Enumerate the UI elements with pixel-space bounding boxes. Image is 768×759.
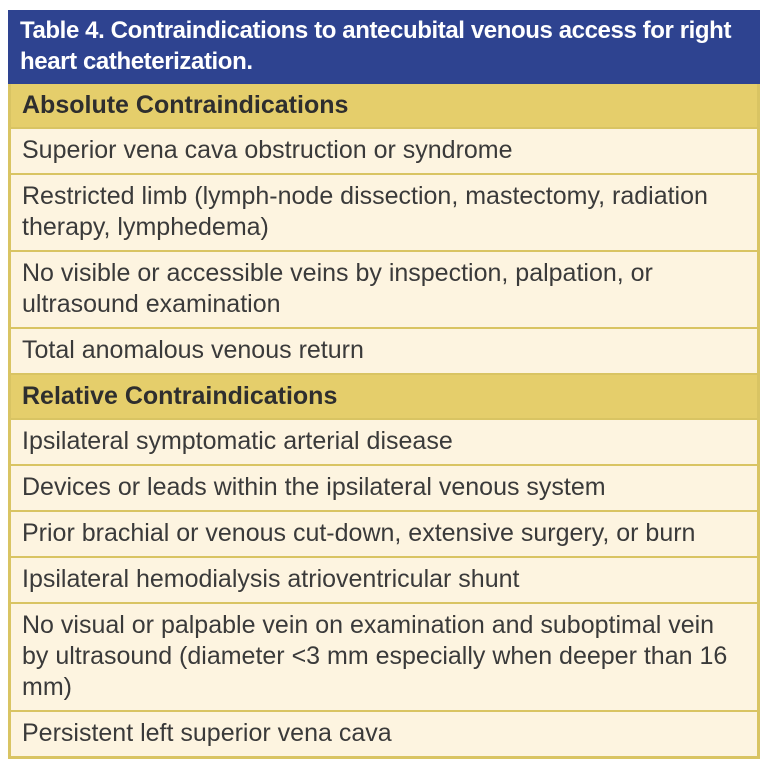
table-row: No visual or palpable vein on examination and suboptimal vein by ultrasound (diameter <3 mm especially when deeper than 16 mm) xyxy=(11,602,757,710)
table-row: No visible or accessible veins by inspection, palpation, or ultrasound examination xyxy=(11,250,757,327)
table-row: Total anomalous venous return xyxy=(11,327,757,373)
table-row: Persistent left superior vena cava xyxy=(11,710,757,756)
table-row: Restricted limb (lymph-node dissection, mastectomy, radiation therapy, lymphedema) xyxy=(11,173,757,250)
table-body xyxy=(8,84,760,759)
table-row: Ipsilateral symptomatic arterial disease xyxy=(11,418,757,464)
table-row: Prior brachial or venous cut-down, extensive surgery, or burn xyxy=(11,510,757,556)
table-row: Ipsilateral hemodialysis atrioventricular shunt xyxy=(11,556,757,602)
contraindications-table xyxy=(8,10,760,759)
section-header-relative: Relative Contraindications xyxy=(11,373,757,418)
table-row: Devices or leads within the ipsilateral venous system xyxy=(11,464,757,510)
section-header-absolute: Absolute Contraindications xyxy=(11,84,757,127)
table-row: Superior vena cava obstruction or syndrome xyxy=(11,127,757,173)
table-title: Table 4. Contraindications to antecubital venous access for right heart catheterization. xyxy=(8,10,760,84)
